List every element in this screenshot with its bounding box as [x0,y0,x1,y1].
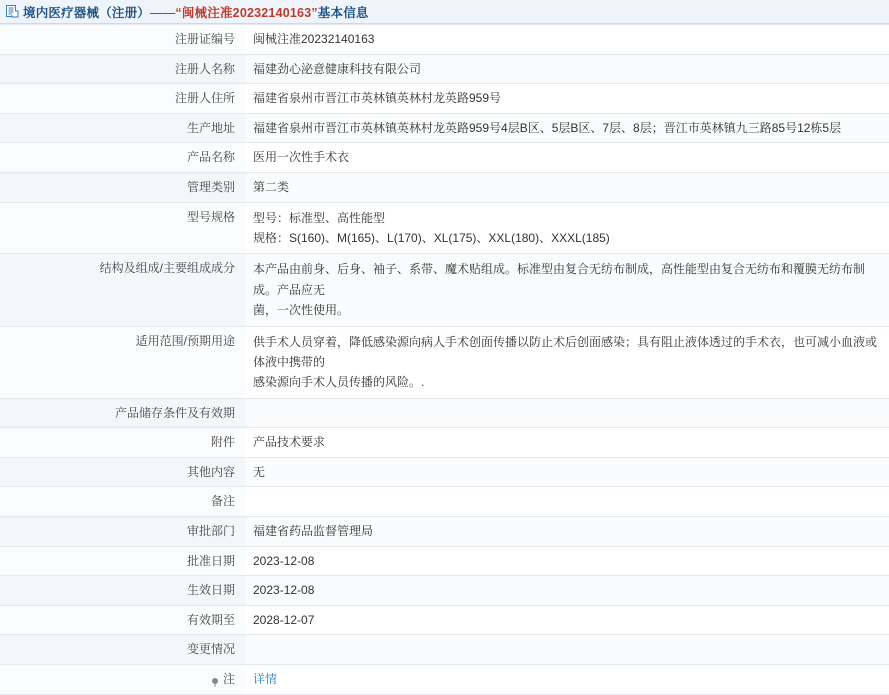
row-label: 生效日期 [0,576,245,606]
row-value-line: 本产品由前身、后身、袖子、系带、魔术贴组成。标准型由复合无纺布制成，高性能型由复合无纺布和覆膜无纺布制成。产品应无 [253,262,866,297]
row-value: 第二类 [245,172,889,202]
table-row [0,517,889,547]
row-value: 福建省药品监督管理局 [245,517,889,547]
row-label: 适用范围/预期用途 [0,326,245,398]
table-row [0,84,889,114]
table-row [0,428,889,458]
table-row [0,202,889,254]
row-value: 福建省泉州市晋江市英林镇英林村龙英路959号 [245,84,889,114]
row-value [245,326,889,398]
table-row [0,487,889,517]
row-value: 无 [245,457,889,487]
table-row [0,398,889,428]
row-label: 备注 [0,487,245,517]
note-label-wrap [8,670,235,689]
row-value: 福建劲心泌意健康科技有限公司 [245,54,889,84]
table-row [0,546,889,576]
row-label: 生产地址 [0,113,245,143]
row-value: 2028-12-07 [245,605,889,635]
row-label: 附件 [0,428,245,458]
table-row [0,326,889,398]
page-title-highlight: “闽械注准20232140163” [175,5,318,20]
row-label: 其他内容 [0,457,245,487]
row-value-line: 规格：S(160)、M(165)、L(170)、XL(175)、XXL(180)、XXXL(185) [253,230,610,245]
registration-info-table [0,24,889,695]
page-header [0,0,889,24]
row-value [245,398,889,428]
row-label: 注册人名称 [0,54,245,84]
page-title-suffix: 基本信息 [317,5,369,20]
row-label: 管理类别 [0,172,245,202]
row-value-line: 型号：标准型、高性能型 [253,210,386,225]
row-label: 注册人住所 [0,84,245,114]
row-label: 审批部门 [0,517,245,547]
detail-link[interactable]: 详情 [253,672,278,687]
pin-icon [210,674,220,684]
document-list-icon [6,5,19,18]
table-row [0,635,889,665]
row-value [245,487,889,517]
row-value [245,635,889,665]
row-value: 闽械注准20232140163 [245,25,889,55]
row-label: 批准日期 [0,546,245,576]
table-body [0,25,889,695]
row-label: 产品名称 [0,143,245,173]
row-value-line: 感染源向手术人员传播的风险。. [253,375,425,390]
table-row [0,54,889,84]
row-value-line: 菌，一次性使用。 [253,303,350,318]
table-row [0,457,889,487]
row-value: 医用一次性手术衣 [245,143,889,173]
table-row [0,113,889,143]
row-value-line: 供手术人员穿着，降低感染源向病人手术创面传播以防止术后创面感染；具有阻止液体透过的手术衣，也可减小血液或体液中携带的 [253,334,878,369]
row-label: 产品储存条件及有效期 [0,398,245,428]
row-value [245,254,889,326]
row-label: 有效期至 [0,605,245,635]
row-value: 2023-12-08 [245,576,889,606]
row-label: 结构及组成/主要组成成分 [0,254,245,326]
page-title-prefix: 境内医疗器械（注册） [23,5,151,20]
page-title-dash: —— [150,5,176,20]
page-title [23,3,369,21]
table-row [0,254,889,326]
row-label: 注册证编号 [0,25,245,55]
row-value: 2023-12-08 [245,546,889,576]
table-row [0,576,889,606]
note-row [0,665,889,695]
row-value [245,202,889,254]
row-value: 福建省泉州市晋江市英林镇英林村龙英路959号4层B区、5层B区、7层、8层；晋江市英林镇九三路85号12栋5层 [245,113,889,143]
row-value: 产品技术要求 [245,428,889,458]
table-row [0,172,889,202]
row-label: 变更情况 [0,635,245,665]
table-row [0,605,889,635]
table-row [0,25,889,55]
note-value-cell [245,665,889,695]
note-label-cell [0,665,245,695]
row-label: 型号规格 [0,202,245,254]
note-label: 注 [222,672,235,687]
table-row [0,143,889,173]
